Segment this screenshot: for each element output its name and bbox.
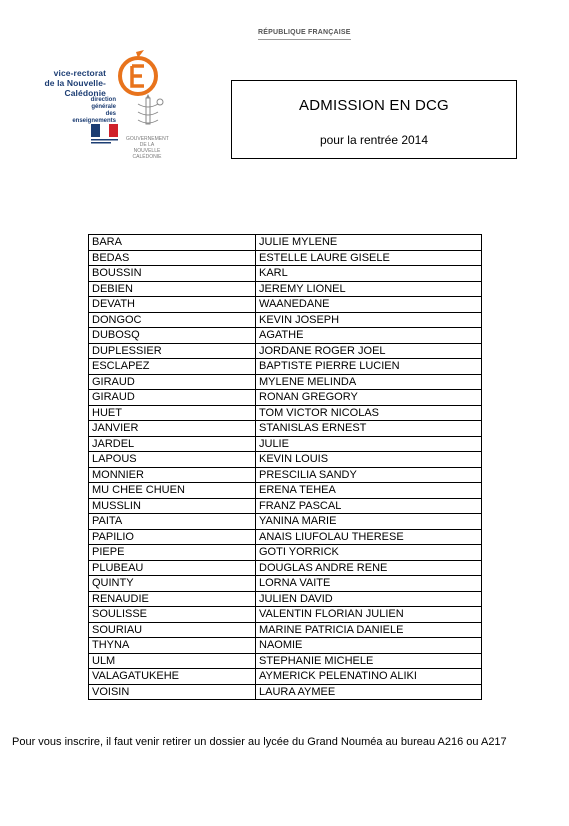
first-name-cell: STEPHANIE MICHELE [256, 653, 482, 669]
last-name-cell: PAPILIO [89, 529, 256, 545]
registration-note: Pour vous inscrire, il faut venir retirer un dossier au lycée du Grand Nouméa au bureau A216 ou A217 [12, 736, 507, 748]
last-name-cell: PAITA [89, 514, 256, 530]
last-name-cell: SOULISSE [89, 607, 256, 623]
table-row [89, 560, 482, 576]
table-row [89, 343, 482, 359]
last-name-cell: MUSSLIN [89, 498, 256, 514]
last-name-cell: THYNA [89, 638, 256, 654]
first-name-cell: YANINA MARIE [256, 514, 482, 530]
last-name-cell: QUINTY [89, 576, 256, 592]
table-row [89, 607, 482, 623]
last-name-cell: DUBOSQ [89, 328, 256, 344]
last-name-cell: JARDEL [89, 436, 256, 452]
page-title: ADMISSION EN DCG [299, 97, 449, 114]
first-name-cell: MYLENE MELINDA [256, 374, 482, 390]
first-name-cell: ANAIS LIUFOLAU THERESE [256, 529, 482, 545]
first-name-cell: JULIEN DAVID [256, 591, 482, 607]
first-name-cell: JULIE MYLENE [256, 235, 482, 251]
first-name-cell: AYMERICK PELENATINO ALIKI [256, 669, 482, 685]
table-row [89, 281, 482, 297]
first-name-cell: GOTI YORRICK [256, 545, 482, 561]
logo-line-1: vice-rectorat [53, 68, 106, 78]
first-name-cell: DOUGLAS ANDRE RENE [256, 560, 482, 576]
table-row [89, 483, 482, 499]
table-row [89, 653, 482, 669]
first-name-cell: LAURA AYMEE [256, 684, 482, 700]
first-name-cell: KARL [256, 266, 482, 282]
table-row [89, 452, 482, 468]
table-row [89, 545, 482, 561]
title-box [231, 80, 517, 159]
table-row [89, 684, 482, 700]
table-row [89, 250, 482, 266]
page-subtitle: pour la rentrée 2014 [319, 133, 429, 147]
republique-francaise-header: RÉPUBLIQUE FRANÇAISE [258, 29, 351, 40]
direction-line-1: direction [90, 97, 116, 103]
table-row [89, 669, 482, 685]
last-name-cell: GIRAUD [89, 374, 256, 390]
last-name-cell: DONGOC [89, 312, 256, 328]
table-row [89, 297, 482, 313]
last-name-cell: ULM [89, 653, 256, 669]
last-name-cell: DEVATH [89, 297, 256, 313]
table-row [89, 328, 482, 344]
last-name-cell: DEBIEN [89, 281, 256, 297]
first-name-cell: PRESCILIA SANDY [256, 467, 482, 483]
first-name-cell: WAANEDANE [256, 297, 482, 313]
last-name-cell: VOISIN [89, 684, 256, 700]
last-name-cell: BARA [89, 235, 256, 251]
direction-line-3: des enseignements [72, 111, 116, 124]
last-name-cell: LAPOUS [89, 452, 256, 468]
first-name-cell: KEVIN LOUIS [256, 452, 482, 468]
last-name-cell: RENAUDIE [89, 591, 256, 607]
direction-generale [64, 97, 116, 125]
table-row [89, 591, 482, 607]
province-line-1: GOUVERNEMENT DE LA [126, 136, 169, 148]
table-row [89, 529, 482, 545]
last-name-cell: SOURIAU [89, 622, 256, 638]
first-name-cell: STANISLAS ERNEST [256, 421, 482, 437]
first-name-cell: JORDANE ROGER JOEL [256, 343, 482, 359]
table-row [89, 638, 482, 654]
e-accent-emblem-icon [116, 50, 160, 98]
province-line-3: CALÉDONIE [132, 154, 162, 160]
first-name-cell: NAOMIE [256, 638, 482, 654]
marianne-flag-icon [91, 124, 118, 144]
table-row [89, 235, 482, 251]
table-row [89, 266, 482, 282]
first-name-cell: MARINE PATRICIA DANIELE [256, 622, 482, 638]
table-row [89, 421, 482, 437]
first-name-cell: JEREMY LIONEL [256, 281, 482, 297]
table-row [89, 467, 482, 483]
first-name-cell: TOM VICTOR NICOLAS [256, 405, 482, 421]
first-name-cell: BAPTISTE PIERRE LUCIEN [256, 359, 482, 375]
last-name-cell: BOUSSIN [89, 266, 256, 282]
last-name-cell: MU CHEE CHUEN [89, 483, 256, 499]
direction-line-2: générale [91, 104, 116, 110]
table-row [89, 359, 482, 375]
province-name [126, 136, 168, 160]
first-name-cell: ESTELLE LAURE GISELE [256, 250, 482, 266]
last-name-cell: GIRAUD [89, 390, 256, 406]
last-name-cell: JANVIER [89, 421, 256, 437]
vice-rectorat-logo [18, 48, 169, 160]
table-row [89, 514, 482, 530]
table-row [89, 436, 482, 452]
table-row [89, 498, 482, 514]
first-name-cell: KEVIN JOSEPH [256, 312, 482, 328]
table-row [89, 576, 482, 592]
first-name-cell: VALENTIN FLORIAN JULIEN [256, 607, 482, 623]
admitted-students-table [88, 234, 482, 700]
table-row [89, 312, 482, 328]
table-row [89, 374, 482, 390]
vice-rectorat-name [18, 68, 106, 98]
table-row [89, 390, 482, 406]
first-name-cell: LORNA VAITE [256, 576, 482, 592]
table-row [89, 622, 482, 638]
first-name-cell: ERENA TEHEA [256, 483, 482, 499]
last-name-cell: ESCLAPEZ [89, 359, 256, 375]
logo-line-2: de la Nouvelle-Calédonie [44, 78, 106, 98]
last-name-cell: PIEPE [89, 545, 256, 561]
first-name-cell: RONAN GREGORY [256, 390, 482, 406]
last-name-cell: DUPLESSIER [89, 343, 256, 359]
last-name-cell: PLUBEAU [89, 560, 256, 576]
table-row [89, 405, 482, 421]
province-line-2: NOUVELLE [133, 148, 161, 154]
first-name-cell: AGATHE [256, 328, 482, 344]
first-name-cell: JULIE [256, 436, 482, 452]
last-name-cell: MONNIER [89, 467, 256, 483]
last-name-cell: BEDAS [89, 250, 256, 266]
last-name-cell: VALAGATUKEHE [89, 669, 256, 685]
first-name-cell: FRANZ PASCAL [256, 498, 482, 514]
students-table-body [89, 235, 482, 700]
last-name-cell: HUET [89, 405, 256, 421]
